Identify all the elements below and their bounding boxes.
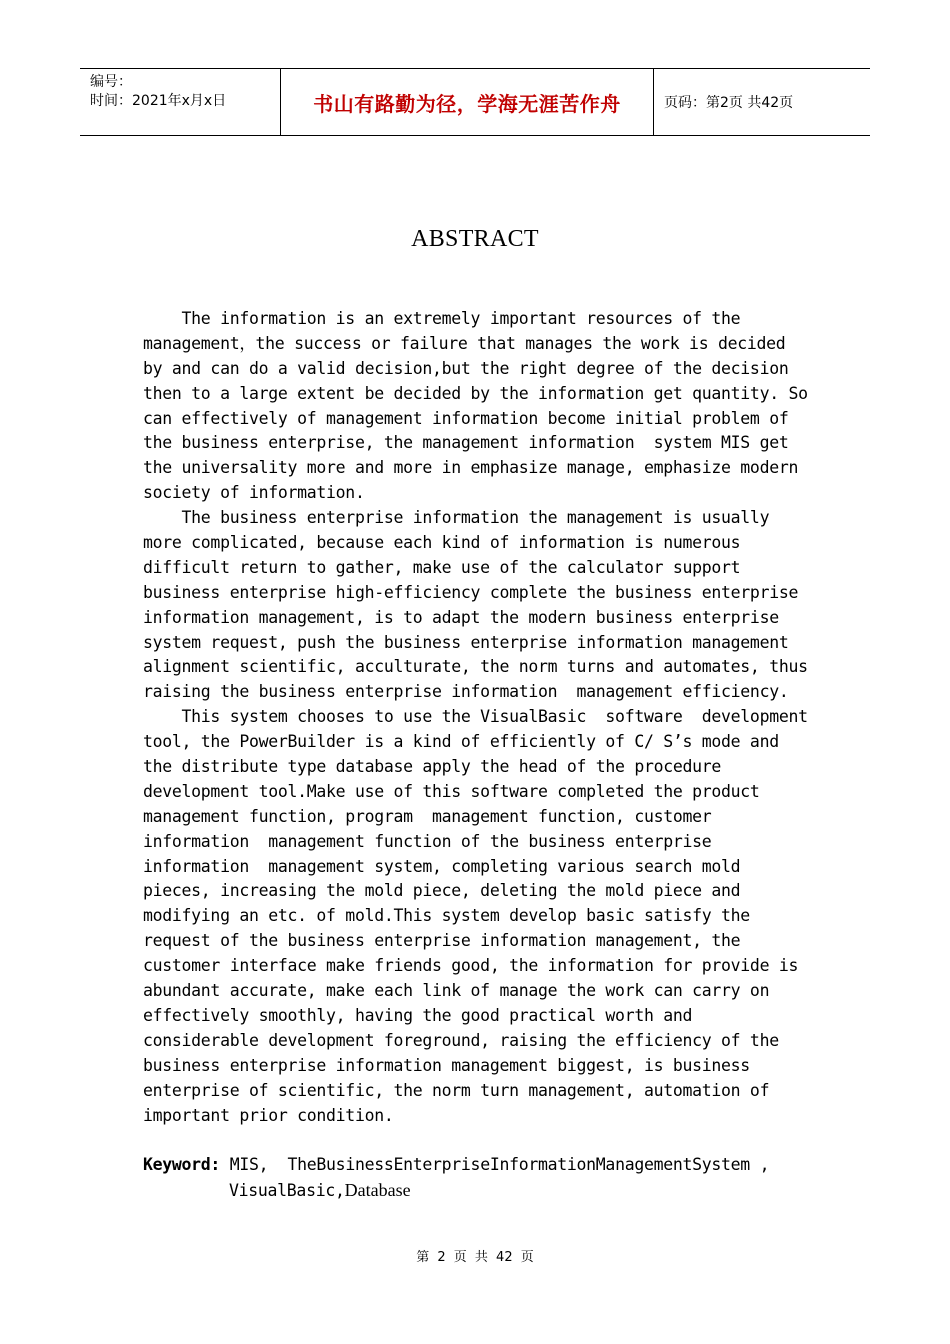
abstract-line: pieces, increasing the mold piece, deleting the mold piece and xyxy=(143,881,741,901)
abstract-line: modifying an etc. of mold.This system develop basic satisfy the xyxy=(143,906,750,926)
abstract-line: more complicated, because each kind of information is numerous xyxy=(143,533,741,553)
header-page-cell xyxy=(654,69,870,135)
abstract-line: raising the business enterprise information management efficiency. xyxy=(143,682,789,702)
abstract-line: tool, the PowerBuilder is a kind of efficiently of C/ S’s mode and xyxy=(143,732,779,752)
keyword-values-line2b: Database xyxy=(344,1179,411,1200)
abstract-line: information management function of the business enterprise xyxy=(143,831,712,851)
abstract-line: business enterprise high-efficiency complete the business enterprise xyxy=(143,582,799,602)
abstract-line: information management, is to adapt the modern business enterprise xyxy=(143,607,779,627)
keyword-block xyxy=(143,1153,823,1204)
abstract-line: The business enterprise information the management is usually xyxy=(143,508,770,528)
abstract-line: enterprise of scientific, the norm turn management, automation of xyxy=(143,1080,770,1100)
abstract-line: the universality more and more in emphasize manage, emphasize modern xyxy=(143,458,799,478)
abstract-line: request of the business enterprise information management, the xyxy=(143,931,741,951)
keyword-label: Keyword: xyxy=(143,1155,221,1174)
abstract-line: effectively smoothly, having the good practical worth and xyxy=(143,1005,693,1025)
page-title: ABSTRACT xyxy=(411,226,539,252)
abstract-line: customer interface make friends good, the information for provide is xyxy=(143,956,799,976)
abstract-line: alignment scientific, acculturate, the norm turns and automates, thus xyxy=(143,657,808,677)
abstract-line: can effectively of management information become initial problem of xyxy=(143,408,789,428)
abstract-line: the distribute type database apply the head of the procedure xyxy=(143,757,722,777)
page-header xyxy=(80,68,870,136)
keyword-values-line1: MIS, TheBusinessEnterpriseInformationManagementSystem , xyxy=(220,1155,770,1174)
page-footer: 第 2 页 共 42 页 xyxy=(416,1250,534,1265)
abstract-line: considerable development foreground, raising the efficiency of the xyxy=(143,1030,779,1050)
abstract-line: information management system, completing various search mold xyxy=(143,856,741,876)
keyword-values-line2a: VisualBasic, xyxy=(229,1180,345,1200)
abstract-line: important prior condition. xyxy=(143,1105,394,1125)
abstract-line: business enterprise information management biggest, is business xyxy=(143,1055,750,1075)
abstract-line: development tool.Make use of this software completed the product xyxy=(143,781,760,801)
abstract-line: society of information. xyxy=(143,483,365,503)
abstract-line: This system chooses to use the VisualBasic software development xyxy=(143,707,808,727)
header-motto-cell xyxy=(281,69,654,135)
keyword-row-2 xyxy=(143,1178,823,1204)
abstract-line: by and can do a valid decision,but the right degree of the decision xyxy=(143,358,789,378)
abstract-line: abundant accurate, make each link of manage the work can carry on xyxy=(143,981,770,1001)
keyword-row-1 xyxy=(143,1153,823,1178)
serial-number-label: 编号： xyxy=(90,74,132,90)
abstract-line: system request, push the business enterprise information management xyxy=(143,632,789,652)
abstract-line: difficult return to gather, make use of the calculator support xyxy=(143,557,741,577)
date-label: 时间：2021年x月x日 xyxy=(90,93,227,109)
header-meta-cell xyxy=(80,69,281,135)
abstract-body xyxy=(143,307,823,1128)
abstract-line: the business enterprise, the management information system MIS get xyxy=(143,433,789,453)
motto-text: 书山有路勤为径，学海无涯苦作舟 xyxy=(313,91,621,116)
abstract-line: The information is an extremely important resources of the xyxy=(143,309,741,328)
abstract-line: management，the success or failure that manages the work is decided xyxy=(143,333,786,353)
abstract-line: management function, program management function, customer xyxy=(143,806,712,826)
abstract-line: then to a large extent be decided by the information get quantity. So xyxy=(143,383,808,403)
header-page-info: 页码：第2页 共42页 xyxy=(664,95,794,111)
